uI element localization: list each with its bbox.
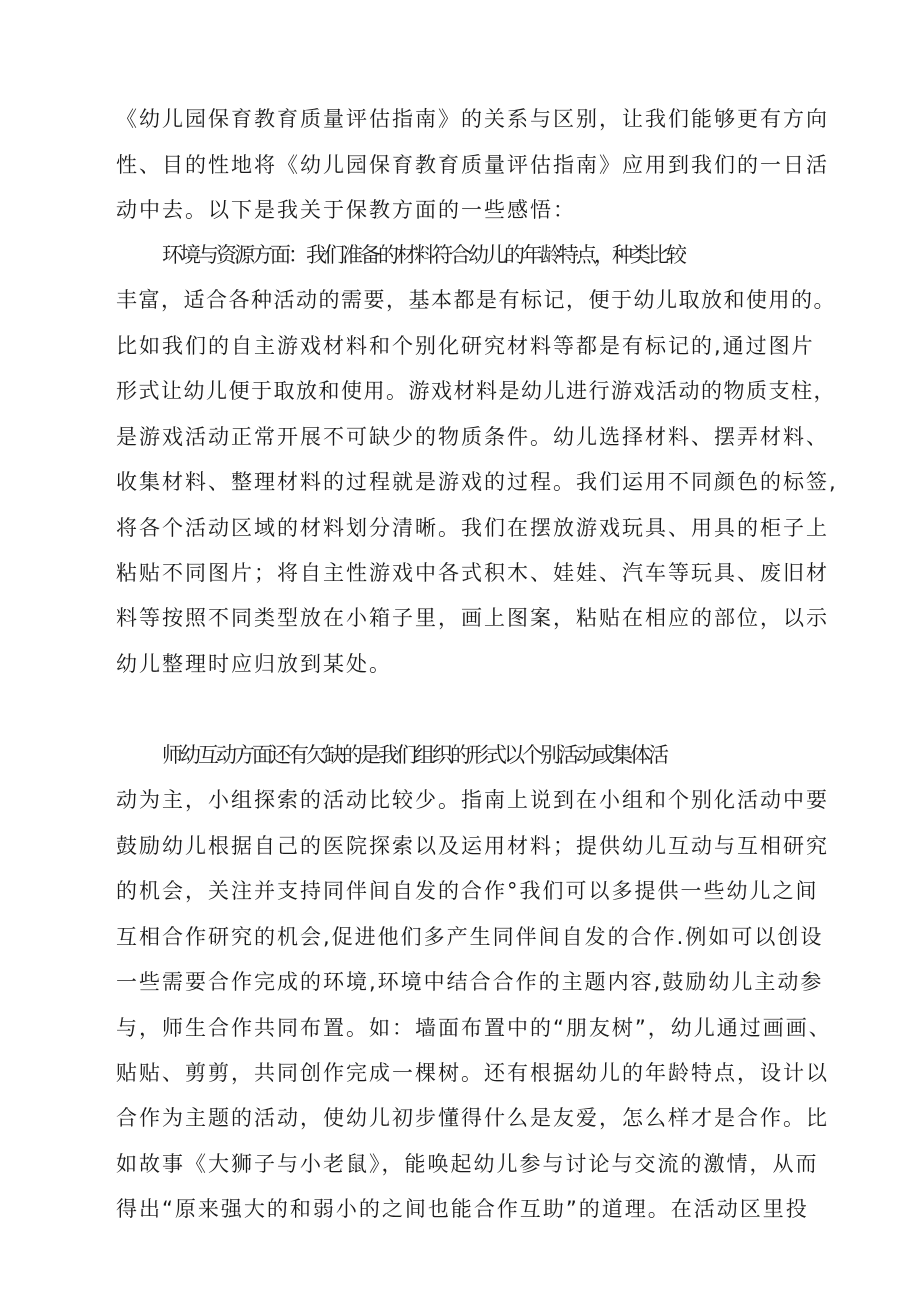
text-line: 与，师生合作共同布置。如：墙面布置中的“朋友树”，幼儿通过画画、	[116, 1016, 832, 1040]
text-line: 合作为主题的活动，使幼儿初步懂得什么是友爱，怎么样才是合作。比	[116, 1106, 829, 1130]
text-line: 环境与资源方面：我们准备的材料符合幼儿的年龄特点，种类比较	[162, 243, 684, 267]
text-line: 得出“原来强大的和弱小的之间也能合作互助”的道理。在活动区里投	[116, 1197, 809, 1221]
text-line: 性、目的性地将《幼儿园保育教育质量评估指南》应用到我们的一日活	[116, 153, 829, 177]
text-line: 互相合作研究的机会,促进他们多产生同伴间自发的合作.例如可以创设	[116, 925, 824, 949]
text-line: 一些需要合作完成的环境,环境中结合合作的主题内容,鼓励幼儿主动参	[116, 970, 824, 994]
text-line: 将各个活动区域的材料划分清晰。我们在摆放游戏玩具、用具的柜子上	[116, 516, 829, 540]
text-line: 动为主，小组探索的活动比较少。指南上说到在小组和个别化活动中要	[116, 788, 829, 812]
text-line: 形式让幼儿便于取放和使用。游戏材料是幼儿进行游戏活动的物质支柱，	[116, 379, 836, 403]
text-line: 的机会，关注并支持同伴间自发的合作°我们可以多提供一些幼儿之间	[116, 879, 819, 903]
text-line: 幼儿整理时应归放到某处。	[116, 652, 392, 676]
text-line: 师幼互动方面还有欠缺的是我们组织的形式以个别活动或集体活	[162, 743, 666, 767]
text-line: 是游戏活动正常开展不可缺少的物质条件。幼儿选择材料、摆弄材料、	[116, 425, 829, 449]
text-line: 料等按照不同类型放在小箱子里，画上图案，粘贴在相应的部位，以示	[116, 606, 829, 630]
text-line: 动中去。以下是我关于保教方面的一些感悟：	[116, 198, 576, 222]
text-line: 比如我们的自主游戏材料和个别化研究材料等都是有标记的,通过图片	[116, 334, 815, 358]
text-line: 《幼儿园保育教育质量评估指南》的关系与区别，让我们能够更有方向	[116, 107, 829, 131]
text-line: 贴贴、剪剪，共同创作完成一棵树。还有根据幼儿的年龄特点，设计以	[116, 1061, 829, 1085]
text-line: 丰富，适合各种活动的需要，基本都是有标记，便于幼儿取放和使用的。	[116, 288, 836, 312]
text-line: 粘贴不同图片；将自主性游戏中各式积木、娃娃、汽车等玩具、废旧材	[116, 561, 829, 585]
text-line: 收集材料、整理材料的过程就是游戏的过程。我们运用不同颜色的标签,	[116, 470, 838, 494]
text-line: 鼓励幼儿根据自己的医院探索以及运用材料；提供幼儿互动与互相研究	[116, 834, 829, 858]
text-line: 如故事《大狮子与小老鼠》，能唤起幼儿参与讨论与交流的激情，从而	[116, 1152, 819, 1176]
